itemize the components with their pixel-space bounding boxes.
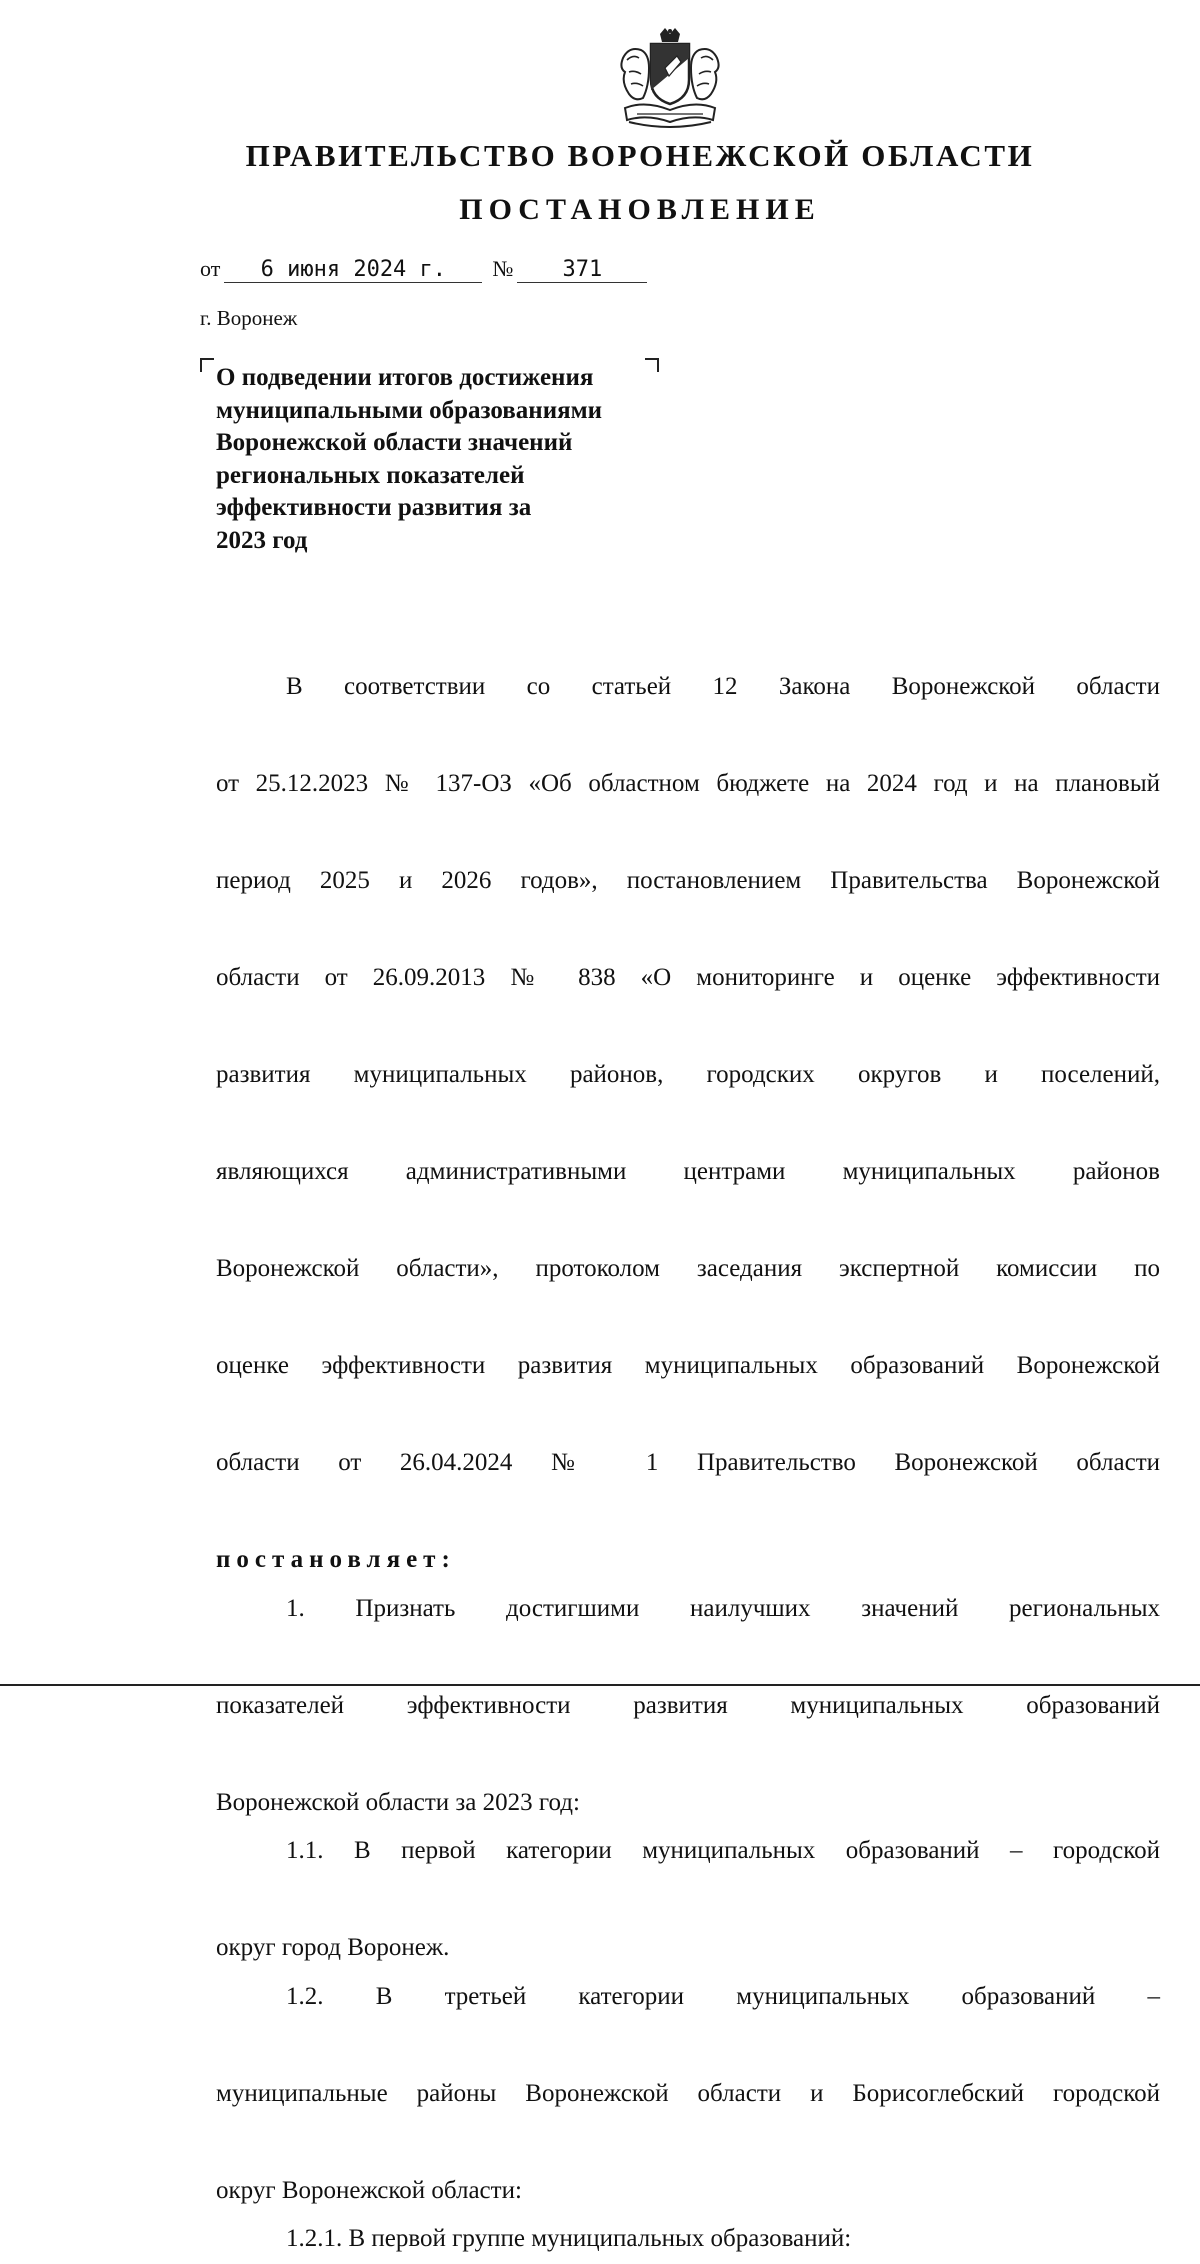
item-1-line: 1. Признать достигшими наилучших значений региональных [286, 1594, 1160, 1622]
document-type-title: ПОСТАНОВЛЕНИЕ [459, 193, 821, 226]
preamble-line: развития муниципальных районов, городских округов и поселений, [216, 1061, 1160, 1088]
page-bottom-rule [0, 1684, 1200, 1686]
subject-line: муниципальными образованиями [216, 396, 603, 424]
resolves-word: постановляет: [216, 1546, 456, 1573]
number-label: № [492, 256, 514, 281]
date-label: от [200, 256, 221, 281]
number-value: 371 [517, 258, 647, 283]
date-value: 6 июня 2024 г. [224, 258, 482, 283]
coat-of-arms-emblem [615, 28, 725, 128]
preamble-line: В соответствии со статьей 12 Закона Воронежской области [286, 673, 1160, 700]
item-1-1-line: округ город Воронеж. [216, 1934, 450, 1961]
subject-line: региональных показателей [216, 461, 525, 489]
subject-line: Воронежской области значений [216, 429, 573, 456]
item-1-2-line: округ Воронежской области: [216, 2176, 522, 2204]
government-title: ПРАВИТЕЛЬСТВО ВОРОНЕЖСКОЙ ОБЛАСТИ [245, 138, 1035, 173]
preamble-line: области от 26.04.2024 № 1 Правительство Воронежской области [216, 1449, 1160, 1476]
preamble-line: от 25.12.2023 № 137-ОЗ «Об областном бюджете на 2024 год и на плановый [216, 770, 1160, 797]
subject-line: эффективности развития за [216, 494, 532, 521]
preamble-line: оценке эффективности развития муниципальных образований Воронежской [216, 1352, 1160, 1379]
item-1-2-line: 1.2. В третьей категории муниципальных образований – [286, 1982, 1160, 2010]
preamble-line: период 2025 и 2026 годов», постановлением Правительства Воронежской [216, 867, 1160, 894]
item-1-line: показателей эффективности развития муниципальных образований [216, 1691, 1160, 1719]
subject-line: 2023 год [216, 526, 308, 554]
subject-line: О подведении итогов достижения [216, 364, 594, 391]
item-1-1-line: 1.1. В первой категории муниципальных образований – городской [286, 1837, 1160, 1864]
item-1-2-line: муниципальные районы Воронежской области и Борисоглебский городской [216, 2079, 1160, 2107]
preamble-line: Воронежской области», протоколом заседания экспертной комиссии по [216, 1255, 1160, 1282]
city-label: г. Воронеж [200, 306, 298, 330]
preamble-line: области от 26.09.2013 № 838 «О мониторинге и оценке эффективности [216, 964, 1160, 991]
document-body [216, 663, 1160, 2264]
subject-bracket-left [200, 358, 214, 372]
preamble-line: являющихся административными центрами муниципальных районов [216, 1158, 1160, 1185]
item-1-line: Воронежской области за 2023 год: [216, 1788, 580, 1816]
item-1-2-1-line: 1.2.1. В первой группе муниципальных образований: [286, 2225, 852, 2252]
document-subject [216, 362, 676, 557]
document-requisites [200, 256, 647, 283]
